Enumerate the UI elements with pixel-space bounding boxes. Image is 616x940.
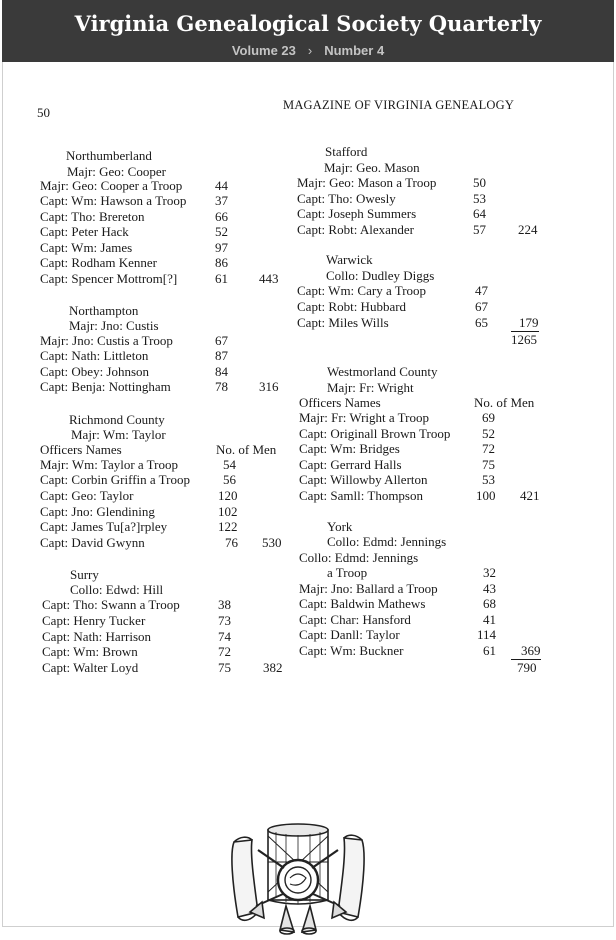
men-count: 87 xyxy=(215,348,228,363)
officer-name: a Troop xyxy=(327,565,368,580)
men-count: 114 xyxy=(477,627,497,642)
men-count: 72 xyxy=(482,441,495,456)
officer-name: Capt: Wm: Cary a Troop xyxy=(297,283,427,298)
men-count: 67 xyxy=(475,299,488,314)
officer-name: Capt: Wm: Bridges xyxy=(299,441,400,456)
page-number: 50 xyxy=(37,105,50,120)
commander: Collo: Edmd: Jennings xyxy=(327,534,447,549)
men-count: 75 xyxy=(482,457,495,472)
officer-name: Capt: Peter Hack xyxy=(40,224,129,239)
county-total: 421 xyxy=(520,488,540,503)
county-heading: Northampton xyxy=(69,303,139,318)
officer-name: Capt: Wm: James xyxy=(40,240,133,255)
officer-name: Capt: Miles Wills xyxy=(297,315,389,330)
men-count: 69 xyxy=(482,410,495,425)
officer-name: Capt: James Tu[a?]rpley xyxy=(40,519,168,534)
men-count: 56 xyxy=(223,472,236,487)
men-count: 53 xyxy=(482,472,495,487)
men-count: 74 xyxy=(218,629,231,644)
men-count: 100 xyxy=(476,488,496,503)
commander: Majr: Geo. Mason xyxy=(324,160,420,175)
commander: Majr: Geo: Cooper xyxy=(67,164,166,179)
officer-name: Majr: Geo: Cooper a Troop xyxy=(40,178,183,193)
officer-name: Capt: Rodham Kenner xyxy=(40,255,157,270)
men-count: 53 xyxy=(473,191,486,206)
commander: Collo: Edwd: Hill xyxy=(70,582,164,597)
officer-name: Capt: Nath: Littleton xyxy=(40,348,149,363)
men-count: 84 xyxy=(215,364,228,379)
column-header-officers: Officers Names xyxy=(40,442,122,457)
county-total: 224 xyxy=(518,222,538,237)
county-heading: Warwick xyxy=(326,252,373,267)
men-count: 37 xyxy=(215,193,228,208)
county-total: 530 xyxy=(262,535,282,550)
men-count: 43 xyxy=(483,581,496,596)
breadcrumb xyxy=(2,43,614,58)
officer-name: Capt: Willowby Allerton xyxy=(299,472,428,487)
men-count: 78 xyxy=(215,379,228,394)
running-head: MAGAZINE OF VIRGINIA GENEALOGY xyxy=(283,98,515,112)
officer-name: Capt: Benja: Nottingham xyxy=(40,379,171,394)
officer-name: Capt: Samll: Thompson xyxy=(299,488,423,503)
column-header-officers: Officers Names xyxy=(299,395,381,410)
officer-name: Majr: Jno: Custis a Troop xyxy=(40,333,173,348)
county-heading: Stafford xyxy=(325,144,368,159)
men-count: 76 xyxy=(225,535,238,550)
officer-name: Capt: Walter Loyd xyxy=(42,660,139,675)
site-header xyxy=(2,0,614,62)
running-total: 790 xyxy=(517,660,537,675)
issue-number-link[interactable]: Number 4 xyxy=(324,43,385,58)
county-heading: Richmond County xyxy=(69,412,165,427)
officer-name: Capt: Tho: Swann a Troop xyxy=(42,597,180,612)
officer-name: Capt: Wm: Hawson a Troop xyxy=(40,193,187,208)
drum-banner-emblem-icon xyxy=(228,822,368,940)
officer-name: Majr: Fr: Wright a Troop xyxy=(299,410,429,425)
men-count: 57 xyxy=(473,222,486,237)
officer-name: Collo: Edmd: Jennings xyxy=(299,550,419,565)
officer-name: Capt: Robt: Alexander xyxy=(297,222,414,237)
officer-name: Majr: Geo: Mason a Troop xyxy=(297,175,437,190)
officer-name: Capt: Geo: Taylor xyxy=(40,488,134,503)
scanned-page xyxy=(2,62,614,927)
officer-name: Capt: David Gwynn xyxy=(40,535,145,550)
officer-name: Capt: Wm: Brown xyxy=(42,644,138,659)
county-heading: Surry xyxy=(70,567,99,582)
county-total: 443 xyxy=(259,271,279,286)
men-count: 52 xyxy=(482,426,495,441)
men-count: 120 xyxy=(218,488,238,503)
county-heading: Northumberland xyxy=(66,148,152,163)
volume-link[interactable]: Volume 23 xyxy=(231,43,296,58)
commander: Collo: Dudley Diggs xyxy=(326,268,435,283)
men-count: 61 xyxy=(483,643,496,658)
county-heading: York xyxy=(327,519,353,534)
men-count: 86 xyxy=(215,255,228,270)
county-total: 316 xyxy=(259,379,279,394)
men-count: 102 xyxy=(218,504,238,519)
officer-name: Majr: Jno: Ballard a Troop xyxy=(299,581,438,596)
men-count: 52 xyxy=(215,224,228,239)
county-heading: Westmorland County xyxy=(327,364,438,379)
men-count: 68 xyxy=(483,596,496,611)
officer-name: Capt: Nath: Harrison xyxy=(42,629,152,644)
county-total: 382 xyxy=(263,660,283,675)
officer-name: Capt: Originall Brown Troop xyxy=(299,426,451,441)
column-header-men: No. of Men xyxy=(474,395,535,410)
officer-name: Capt: Baldwin Mathews xyxy=(299,596,426,611)
men-count: 72 xyxy=(218,644,231,659)
officer-name: Capt: Joseph Summers xyxy=(297,206,417,221)
officer-name: Capt: Henry Tucker xyxy=(42,613,146,628)
men-count: 50 xyxy=(473,175,486,190)
officer-name: Majr: Wm: Taylor a Troop xyxy=(40,457,178,472)
men-count: 65 xyxy=(475,315,488,330)
commander: Majr: Wm: Taylor xyxy=(71,427,166,442)
men-count: 97 xyxy=(215,240,228,255)
men-count: 54 xyxy=(223,457,236,472)
men-count: 122 xyxy=(218,519,238,534)
men-count: 44 xyxy=(215,178,228,193)
men-count: 61 xyxy=(215,271,228,286)
men-count: 75 xyxy=(218,660,231,675)
officer-name: Capt: Robt: Hubbard xyxy=(297,299,407,314)
officer-name: Capt: Char: Hansford xyxy=(299,612,411,627)
officer-name: Capt: Wm: Buckner xyxy=(299,643,404,658)
officer-name: Capt: Jno: Glendining xyxy=(40,504,155,519)
men-count: 41 xyxy=(483,612,496,627)
running-total: 1265 xyxy=(511,332,537,347)
men-count: 32 xyxy=(483,565,496,580)
officer-name: Capt: Corbin Griffin a Troop xyxy=(40,472,190,487)
men-count: 66 xyxy=(215,209,228,224)
officer-name: Capt: Obey: Johnson xyxy=(40,364,150,379)
men-count: 38 xyxy=(218,597,231,612)
men-count: 67 xyxy=(215,333,228,348)
publication-title[interactable]: Virginia Genealogical Society Quarterly xyxy=(74,11,542,36)
men-count: 73 xyxy=(218,613,231,628)
men-count: 64 xyxy=(473,206,486,221)
officer-name: Capt: Tho: Owesly xyxy=(297,191,396,206)
county-total: 179 xyxy=(511,315,539,332)
men-count: 47 xyxy=(475,283,488,298)
commander: Majr: Jno: Custis xyxy=(69,318,159,333)
officer-name: Capt: Tho: Brereton xyxy=(40,209,145,224)
breadcrumb-separator: › xyxy=(307,43,313,58)
commander: Majr: Fr: Wright xyxy=(327,380,414,395)
county-total: 369 xyxy=(511,643,541,660)
officer-name: Capt: Spencer Mottrom[?] xyxy=(40,271,178,286)
officer-name: Capt: Gerrard Halls xyxy=(299,457,402,472)
officer-name: Capt: Danll: Taylor xyxy=(299,627,400,642)
column-header-men: No. of Men xyxy=(216,442,277,457)
